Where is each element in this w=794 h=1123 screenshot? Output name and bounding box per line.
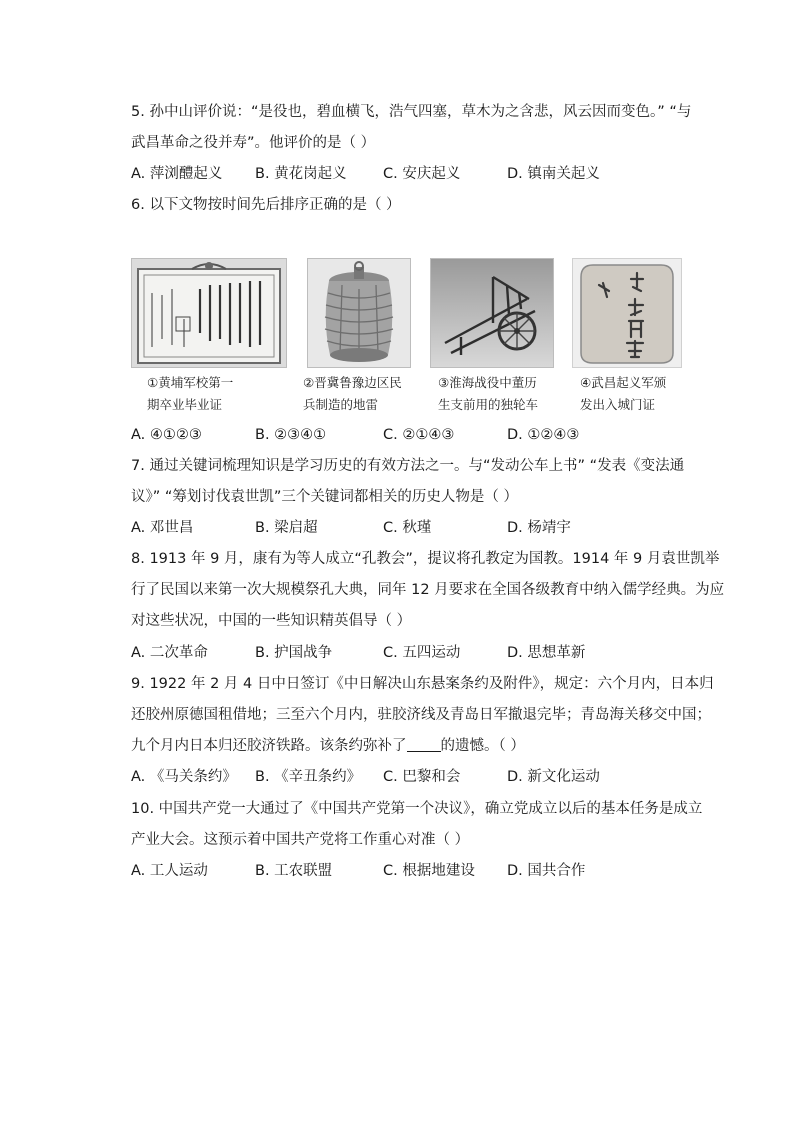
- artifact-4-caption-2: 发出入城门证: [580, 397, 656, 412]
- city-gate-pass-photo-icon: [572, 258, 682, 368]
- artifact-3-caption-2: 生支前用的独轮车: [438, 397, 539, 412]
- wheelbarrow-photo-icon: [430, 258, 554, 368]
- q10-option-a[interactable]: A. 工人运动: [131, 863, 208, 879]
- q8-option-a[interactable]: A. 二次革命: [131, 645, 208, 661]
- q7-option-c[interactable]: C. 秋瑾: [383, 520, 432, 536]
- q10-option-b[interactable]: B. 工农联盟: [255, 863, 333, 879]
- q9-line-1: 9. 1922 年 2 月 4 日中日签订《中日解决山东悬案条约及附件》，规定：六个月内，日本归: [131, 676, 714, 692]
- q9-line-3-part-1: 九个月内日本归还胶济铁路。该条约弥补了: [131, 738, 407, 754]
- q6-line-1: 6. 以下文物按时间先后排序正确的是（ ）: [131, 197, 401, 213]
- q8-line-3: 对这些状况，中国的一些知识精英倡导（ ）: [131, 613, 412, 629]
- q10-option-d[interactable]: D. 国共合作: [507, 863, 586, 879]
- artifact-2-caption-1: ②晋冀鲁豫边区民: [303, 375, 402, 390]
- q9-answer-blank[interactable]: [407, 737, 441, 752]
- q5-option-a[interactable]: A. 萍浏醴起义: [131, 166, 223, 182]
- artifact-3-caption-1: ③淮海战役中董历: [438, 375, 537, 390]
- q9-option-d[interactable]: D. 新文化运动: [507, 769, 600, 785]
- q9-line-3-part-2: 的遗憾。（ ）: [440, 738, 525, 754]
- q9-option-b[interactable]: B. 《辛丑条约》: [255, 769, 362, 785]
- q7-option-b[interactable]: B. 梁启超: [255, 520, 318, 536]
- q5-line-1: 5. 孙中山评价说：“是役也，碧血横飞，浩气四塞，草木为之含悲，风云因而变色。” “与: [131, 104, 692, 120]
- artifact-1-caption-2: 期卒业毕业证: [147, 397, 223, 412]
- q5-option-b[interactable]: B. 黄花岗起义: [255, 166, 347, 182]
- q9-line-3: [131, 736, 525, 756]
- artifact-1-caption-1: ①黄埔军校第一: [147, 375, 234, 390]
- certificate-photo-icon: [131, 258, 287, 368]
- q10-line-2: 产业大会。这预示着中国共产党将工作重心对准（ ）: [131, 832, 470, 848]
- landmine-photo-icon: [307, 258, 411, 368]
- artifact-4-caption-1: ④武昌起义军颁: [580, 375, 667, 390]
- q6-option-d[interactable]: D. ①②④③: [507, 427, 580, 443]
- q7-line-2: 议》” “筹划讨伐袁世凯”三个关键词都相关的历史人物是（ ）: [131, 489, 519, 505]
- q6-option-c[interactable]: C. ②①④③: [383, 427, 455, 443]
- q8-option-b[interactable]: B. 护国战争: [255, 645, 333, 661]
- q7-option-d[interactable]: D. 杨靖宇: [507, 520, 571, 536]
- q8-line-1: 8. 1913 年 9 月，康有为等人成立“孔教会”，提议将孔教定为国教。1914 年 9 月袁世凯举: [131, 551, 720, 567]
- q10-option-c[interactable]: C. 根据地建设: [383, 863, 475, 879]
- q5-line-2: 武昌革命之役并寿”。他评价的是（ ）: [131, 135, 376, 151]
- q9-line-2: 还胶州原德国租借地；三至六个月内，驻胶济线及青岛日军撤退完毕；青岛海关移交中国；: [131, 707, 711, 723]
- q7-option-a[interactable]: A. 邓世昌: [131, 520, 194, 536]
- artifact-2-caption-2: 兵制造的地雷: [303, 397, 379, 412]
- q8-option-c[interactable]: C. 五四运动: [383, 645, 461, 661]
- q9-option-a[interactable]: A. 《马关条约》: [131, 769, 237, 785]
- q8-option-d[interactable]: D. 思想革新: [507, 645, 586, 661]
- q5-option-c[interactable]: C. 安庆起义: [383, 166, 461, 182]
- q7-line-1: 7. 通过关键词梳理知识是学习历史的有效方法之一。与“发动公车上书” “发表《变法通: [131, 458, 685, 474]
- q8-line-2: 行了民国以来第一次大规模祭孔大典，同年 12 月要求在全国各级教育中纳入儒学经典。为应: [131, 582, 725, 598]
- q5-option-d[interactable]: D. 镇南关起义: [507, 166, 600, 182]
- q6-option-a[interactable]: A. ④①②③: [131, 427, 202, 443]
- q10-line-1: 10. 中国共产党一大通过了《中国共产党第一个决议》，确立党成立以后的基本任务是成立: [131, 801, 703, 817]
- q9-option-c[interactable]: C. 巴黎和会: [383, 769, 461, 785]
- q6-option-b[interactable]: B. ②③④①: [255, 427, 327, 443]
